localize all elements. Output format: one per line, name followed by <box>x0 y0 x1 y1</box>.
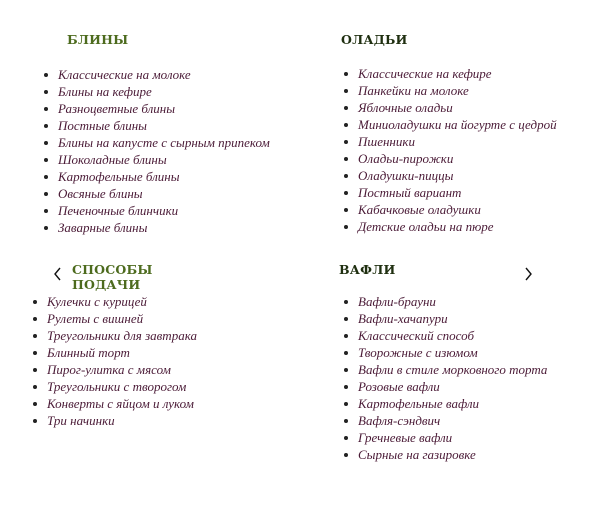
recipe-link[interactable]: Классические на молоке <box>58 66 270 83</box>
recipe-link[interactable]: Овсяные блины <box>58 185 270 202</box>
recipe-link[interactable]: Кабачковые оладушки <box>358 201 557 218</box>
recipe-link[interactable]: Панкейки на молоке <box>358 82 557 99</box>
recipe-link[interactable]: Постные блины <box>58 117 270 134</box>
recipe-list-vafli <box>358 293 547 463</box>
recipe-link[interactable]: Шоколадные блины <box>58 151 270 168</box>
recipe-link[interactable]: Яблочные оладьи <box>358 99 557 116</box>
recipe-link[interactable]: Пшенники <box>358 133 557 150</box>
recipe-link[interactable]: Розовые вафли <box>358 378 547 395</box>
recipe-link[interactable]: Блины на капусте с сырным припеком <box>58 135 270 150</box>
recipe-link[interactable]: Пирог-улитка с мясом <box>47 361 197 378</box>
recipe-link[interactable]: Вафли-брауни <box>358 293 547 310</box>
recipe-link[interactable]: Разноцветные блины <box>58 100 270 117</box>
recipe-link[interactable]: Классические на кефире <box>358 65 557 82</box>
recipe-link[interactable]: Кулечки с курицей <box>47 293 197 310</box>
recipe-link[interactable]: Блинный торт <box>47 344 197 361</box>
recipe-link[interactable]: Миниоладушки на йогурте с цедрой <box>358 117 557 132</box>
recipe-link[interactable]: Треугольники с творогом <box>47 378 197 395</box>
recipe-link[interactable]: Детские оладьи на пюре <box>358 218 557 235</box>
recipe-link[interactable]: Три начинки <box>47 412 197 429</box>
recipe-link[interactable]: Оладушки-пиццы <box>358 167 557 184</box>
chevron-right-icon <box>522 266 534 282</box>
recipe-list-bliny <box>58 66 270 236</box>
section-title-bliny: БЛИНЫ <box>67 32 129 47</box>
section-title-oladi: ОЛАДЬИ <box>341 32 408 47</box>
recipe-link[interactable]: Творожные с изюмом <box>358 344 547 361</box>
recipe-link[interactable]: Оладьи-пирожки <box>358 150 557 167</box>
recipe-link[interactable]: Картофельные вафли <box>358 395 547 412</box>
recipe-link[interactable]: Вафля-сэндвич <box>358 412 547 429</box>
chevron-left-icon <box>52 266 64 282</box>
recipe-link[interactable]: Постный вариант <box>358 184 557 201</box>
recipe-link[interactable]: Печеночные блинчики <box>58 202 270 219</box>
section-title-podacha: СПОСОБЫ ПОДАЧИ <box>72 262 153 292</box>
prev-arrow-button[interactable] <box>52 266 64 282</box>
next-arrow-button[interactable] <box>522 266 534 282</box>
recipe-link[interactable]: Рулеты с вишней <box>47 310 197 327</box>
recipe-link[interactable]: Гречневые вафли <box>358 429 547 446</box>
recipe-link[interactable]: Вафли в стиле морковного торта <box>358 362 548 377</box>
recipe-link[interactable]: Заварные блины <box>58 219 270 236</box>
recipe-link[interactable]: Вафли-хачапури <box>358 310 547 327</box>
recipe-link[interactable]: Картофельные блины <box>58 168 270 185</box>
recipe-list-podacha <box>47 293 197 429</box>
recipe-link[interactable]: Треугольники для завтрака <box>47 328 197 343</box>
recipe-link[interactable]: Блины на кефире <box>58 83 270 100</box>
recipe-link[interactable]: Классический способ <box>358 327 547 344</box>
recipe-list-oladi <box>358 65 557 235</box>
recipe-link[interactable]: Конверты с яйцом и луком <box>47 395 197 412</box>
section-title-vafli: ВАФЛИ <box>339 262 396 277</box>
recipe-link[interactable]: Сырные на газировке <box>358 446 547 463</box>
